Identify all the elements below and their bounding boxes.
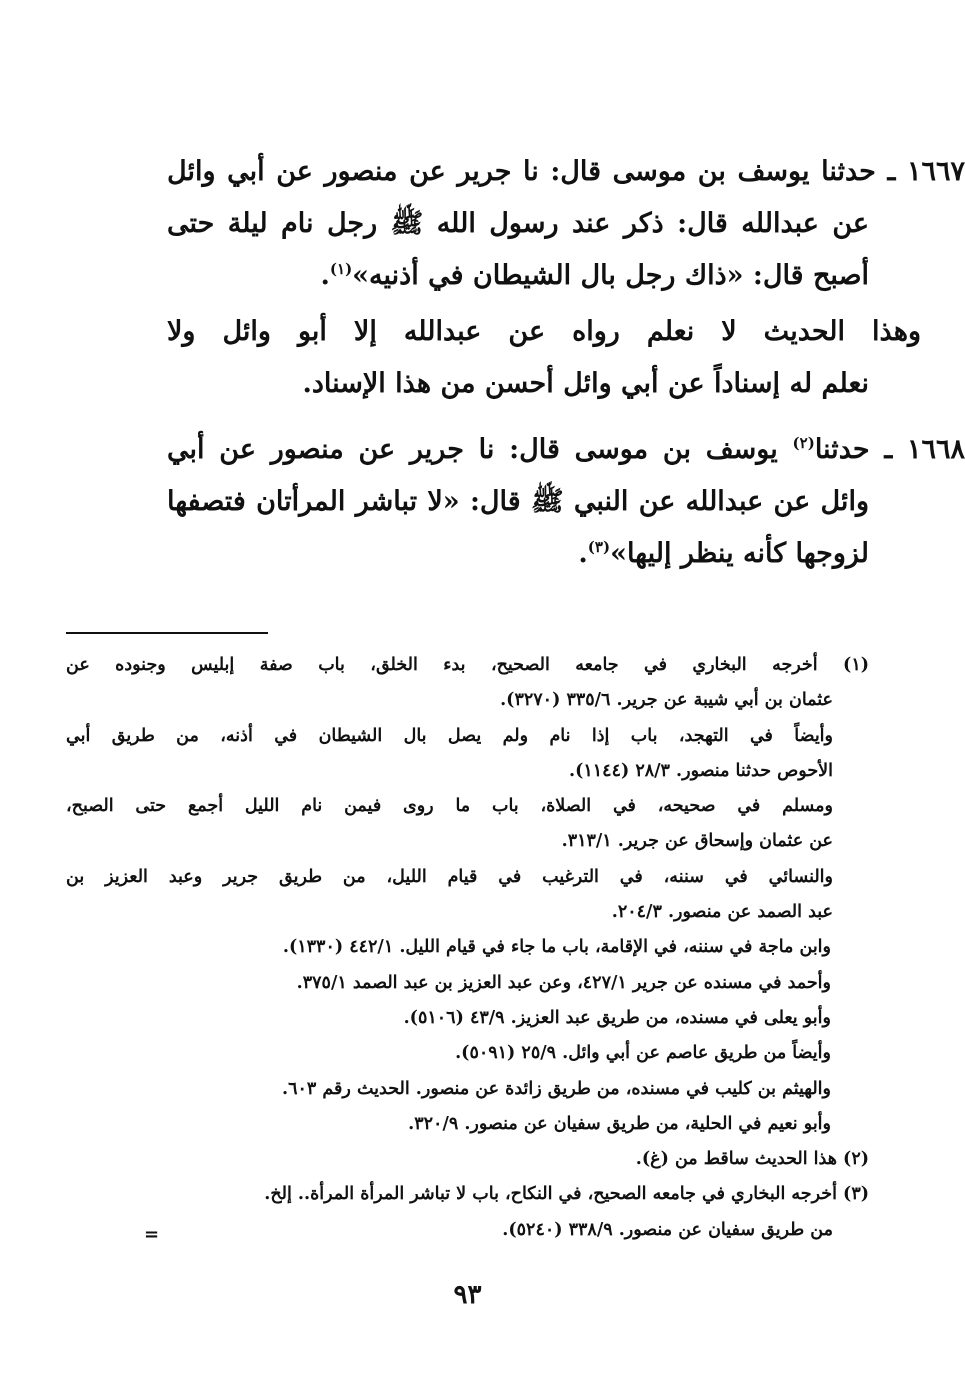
hadith-line: ١٦٦٧ ـ حدثنا يوسف بن موسى قال: نا جرير عن منصور عن أبي وائل (167, 156, 965, 187)
footnote-line: وأحمد في مسنده عن جرير ٤٢٧/١، وعن عبد العزيز بن عبد الصمد ٣٧٥/١. (296, 972, 831, 993)
footnote-line: (٣) أخرجه البخاري في جامعه الصحيح، في النكاح، باب لا تباشر المرأة المرأة.. إلخ. (264, 1184, 869, 1205)
hadith-text: يوسف بن موسى قال: نا جرير عن منصور عن أبي (167, 434, 778, 465)
footnote-line: وأبو يعلى في مسنده، من طريق عبد العزيز. ٤٣/٩ (٥١٠٦). (403, 1007, 831, 1028)
footnote-ref: (٣) (587, 538, 611, 556)
footnote-line: (٢) هذا الحديث ساقط من (غ). (635, 1149, 869, 1170)
footnote-line: وأيضاً من طريق عاصم عن أبي وائل. ٢٥/٩ (٥٠٩١). (455, 1043, 831, 1064)
footnote-line: ومسلم في صحيحه، في الصلاة، باب ما روى فيمن نام الليل أجمع حتى الصبح، (66, 796, 833, 817)
footnote-line: وأيضاً في التهجد، باب إذا نام ولم يصل بال الشيطان في أذنه، من طريق أبي (66, 725, 833, 746)
hadith-line: وائل عن عبدالله عن النبي ﷺ قال: «لا تباشر المرأتان فتصفها (167, 486, 869, 517)
footnotes (66, 648, 869, 1248)
hadith-text: أصبح قال: «ذاك رجل بال الشيطان في أذنيه» (352, 260, 869, 291)
hadith-line: لزوجها كأنه ينظر إليها»$^{(٣)}$. (578, 538, 869, 569)
continuation-mark: = (144, 1224, 160, 1245)
footnote-line: (١) أخرجه البخاري في جامعه الصحيح، بدء الخلق، باب صفة إبليس وجنوده عن (66, 655, 869, 675)
footnote-line: من طريق سفيان عن منصور. ٣٣٨/٩ (٥٢٤٠). (502, 1219, 833, 1240)
footnote-ref: (١) (329, 260, 353, 278)
commentary-line: وهذا الحديث لا نعلم رواه عن عبدالله إلا أبو وائل ولا (167, 316, 921, 347)
footnote-line: والهيثم بن كليب في مسنده، من طريق زائدة عن منصور. الحديث رقم ٦٠٣. (282, 1078, 831, 1099)
footnote-line: عبد الصمد عن منصور. ٢٠٤/٣. (611, 902, 833, 923)
hadith-text: ١٦٦٨ ـ حدثنا (814, 434, 965, 465)
footnote-line: عن عثمان وإسحاق عن جرير. ٣١٣/١. (561, 831, 833, 852)
footnote-line: عثمان بن أبي شيبة عن جرير. ٣٣٥/٦ (٣٢٧٠). (500, 690, 833, 711)
hadith-text: لزوجها كأنه ينظر إليها» (610, 538, 869, 569)
footnote-line: والنسائي في سننه، في الترغيب في قيام الليل، من طريق جرير وعبد العزيز بن (66, 866, 833, 887)
page-number: ٩٣ (453, 1280, 482, 1310)
hadith-line: أصبح قال: «ذاك رجل بال الشيطان في أذنيه»$^{(١)}$. (320, 260, 869, 291)
footnote-line: وأبو نعيم في الحلية، من طريق سفيان عن منصور. ٣٢٠/٩. (408, 1113, 831, 1134)
footnote-divider (66, 632, 268, 634)
commentary-line: نعلم له إسناداً عن أبي وائل أحسن من هذا الإسناد. (302, 368, 869, 399)
commentary (167, 306, 921, 410)
hadith-1667 (167, 146, 965, 302)
footnote-line: الأحوص حدثنا منصور. ٢٨/٣ (١١٤٤). (569, 760, 833, 781)
footnote-line: وابن ماجة في سننه، في الإقامة، باب ما جاء في قيام الليل. ٤٤٢/١ (١٣٣٠). (282, 937, 831, 958)
hadith-line (167, 424, 965, 476)
hadith-1668 (167, 424, 965, 580)
footnote-ref: (٢) (792, 434, 815, 452)
hadith-line: عن عبدالله قال: ذكر عند رسول الله ﷺ رجل نام ليلة حتى (167, 208, 869, 239)
